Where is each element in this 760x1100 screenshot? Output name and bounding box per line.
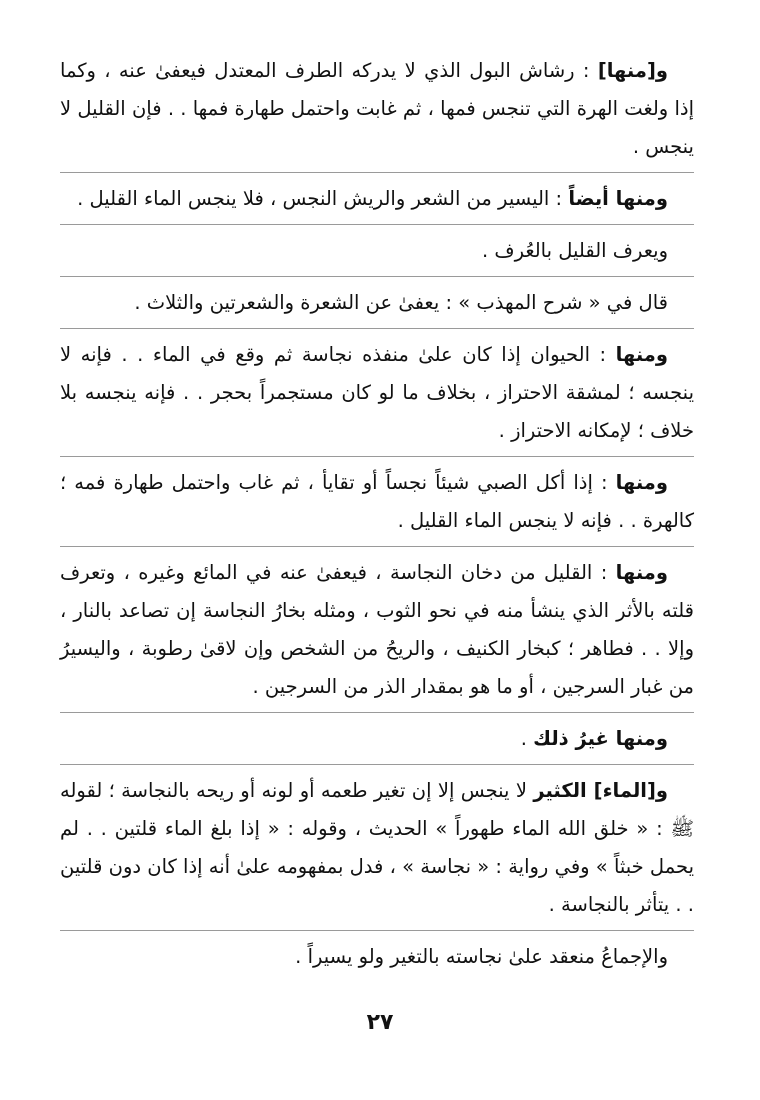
paragraph-text: : رشاش البول الذي لا يدركه الطرف المعتدل فيعفىٰ عنه ، وكما إذا ولغت الهرة التي تنجس فمها ، ثم غابت واحتمل طهارة فمها . . فإن القليل لا ينجس . xyxy=(60,59,694,158)
paragraph-text: ويعرف القليل بالعُرف . xyxy=(481,239,668,262)
paragraph-lead: ومنها غيرُ ذلك xyxy=(533,727,668,750)
section-divider xyxy=(60,328,694,329)
paragraph-other xyxy=(60,720,694,758)
paragraph-hair xyxy=(60,180,694,218)
paragraph-text: : الحيوان إذا كان علىٰ منفذه نجاسة ثم وقع في الماء . . فإنه لا ينجسه ؛ لمشقة الاحتراز ، بخلاف ما لو كان مستجمراً بحجر . . فإنه ينجسه بلا خلاف ؛ لإمكانه الاحتراز . xyxy=(60,343,694,442)
paragraph-text: لا ينجس إلا إن تغير طعمه أو لونه أو ريحه بالنجاسة ؛ لقوله ﷺ : « خلق الله الماء طهوراً » الحديث ، وقوله : « إذا بلغ الماء قلتين . . لم يحمل خبثاً » وفي رواية : « نجاسة » ، فدل بمفهومه علىٰ أنه إذا كان دون قلتين . . يتأثر بالنجاسة . xyxy=(60,779,694,916)
paragraph-abundant-water xyxy=(60,772,694,924)
section-divider xyxy=(60,276,694,277)
paragraph-text: : القليل من دخان النجاسة ، فيعفىٰ عنه في المائع وغيره ، وتعرف قلته بالأثر الذي ينشأ منه في نحو الثوب ، ومثله بخارُ النجاسة إن تصاعد بالنار ، وإلا . . فطاهر ؛ كبخار الكنيف ، والريحُ من الشخص وإن لاقىٰ رطوبة ، واليسيرُ من غبار السرجين ، أو ما هو بمقدار الذر من السرجين . xyxy=(60,561,694,698)
paragraph-smoke xyxy=(60,554,694,706)
paragraph-lead: و[منها] xyxy=(597,59,668,82)
paragraph-text: . xyxy=(520,727,534,750)
section-divider xyxy=(60,172,694,173)
paragraph-rashash xyxy=(60,52,694,166)
section-divider xyxy=(60,764,694,765)
paragraph-text: والإجماعُ منعقد علىٰ نجاسته بالتغير ولو يسيراً . xyxy=(295,945,668,968)
paragraph-text: قال في « شرح المهذب » : يعفىٰ عن الشعرة والشعرتين والثلاث . xyxy=(134,291,668,314)
paragraph-muhadhab xyxy=(60,284,694,322)
paragraph-child xyxy=(60,464,694,540)
section-divider xyxy=(60,546,694,547)
paragraph-lead: ومنها أيضاً xyxy=(568,187,668,210)
page-number: ٢٧ xyxy=(366,1010,394,1035)
paragraph-text: : إذا أكل الصبي شيئاً نجساً أو تقايأ ، ثم غاب واحتمل طهارة فمه ؛ كالهرة . . فإنه لا ينجس الماء القليل . xyxy=(60,471,694,532)
paragraph-animal xyxy=(60,336,694,450)
paragraph-lead: ومنها xyxy=(615,471,668,494)
paragraph-text: : اليسير من الشعر والريش النجس ، فلا ينجس الماء القليل . xyxy=(77,187,569,210)
paragraph-lead: ومنها xyxy=(615,561,668,584)
paragraph-lead: و[الماء] الكثير xyxy=(533,779,668,802)
paragraph-lead: ومنها xyxy=(615,343,668,366)
section-divider xyxy=(60,930,694,931)
paragraph-urf xyxy=(60,232,694,270)
section-divider xyxy=(60,456,694,457)
section-divider xyxy=(60,224,694,225)
section-divider xyxy=(60,712,694,713)
paragraph-consensus xyxy=(60,938,694,976)
